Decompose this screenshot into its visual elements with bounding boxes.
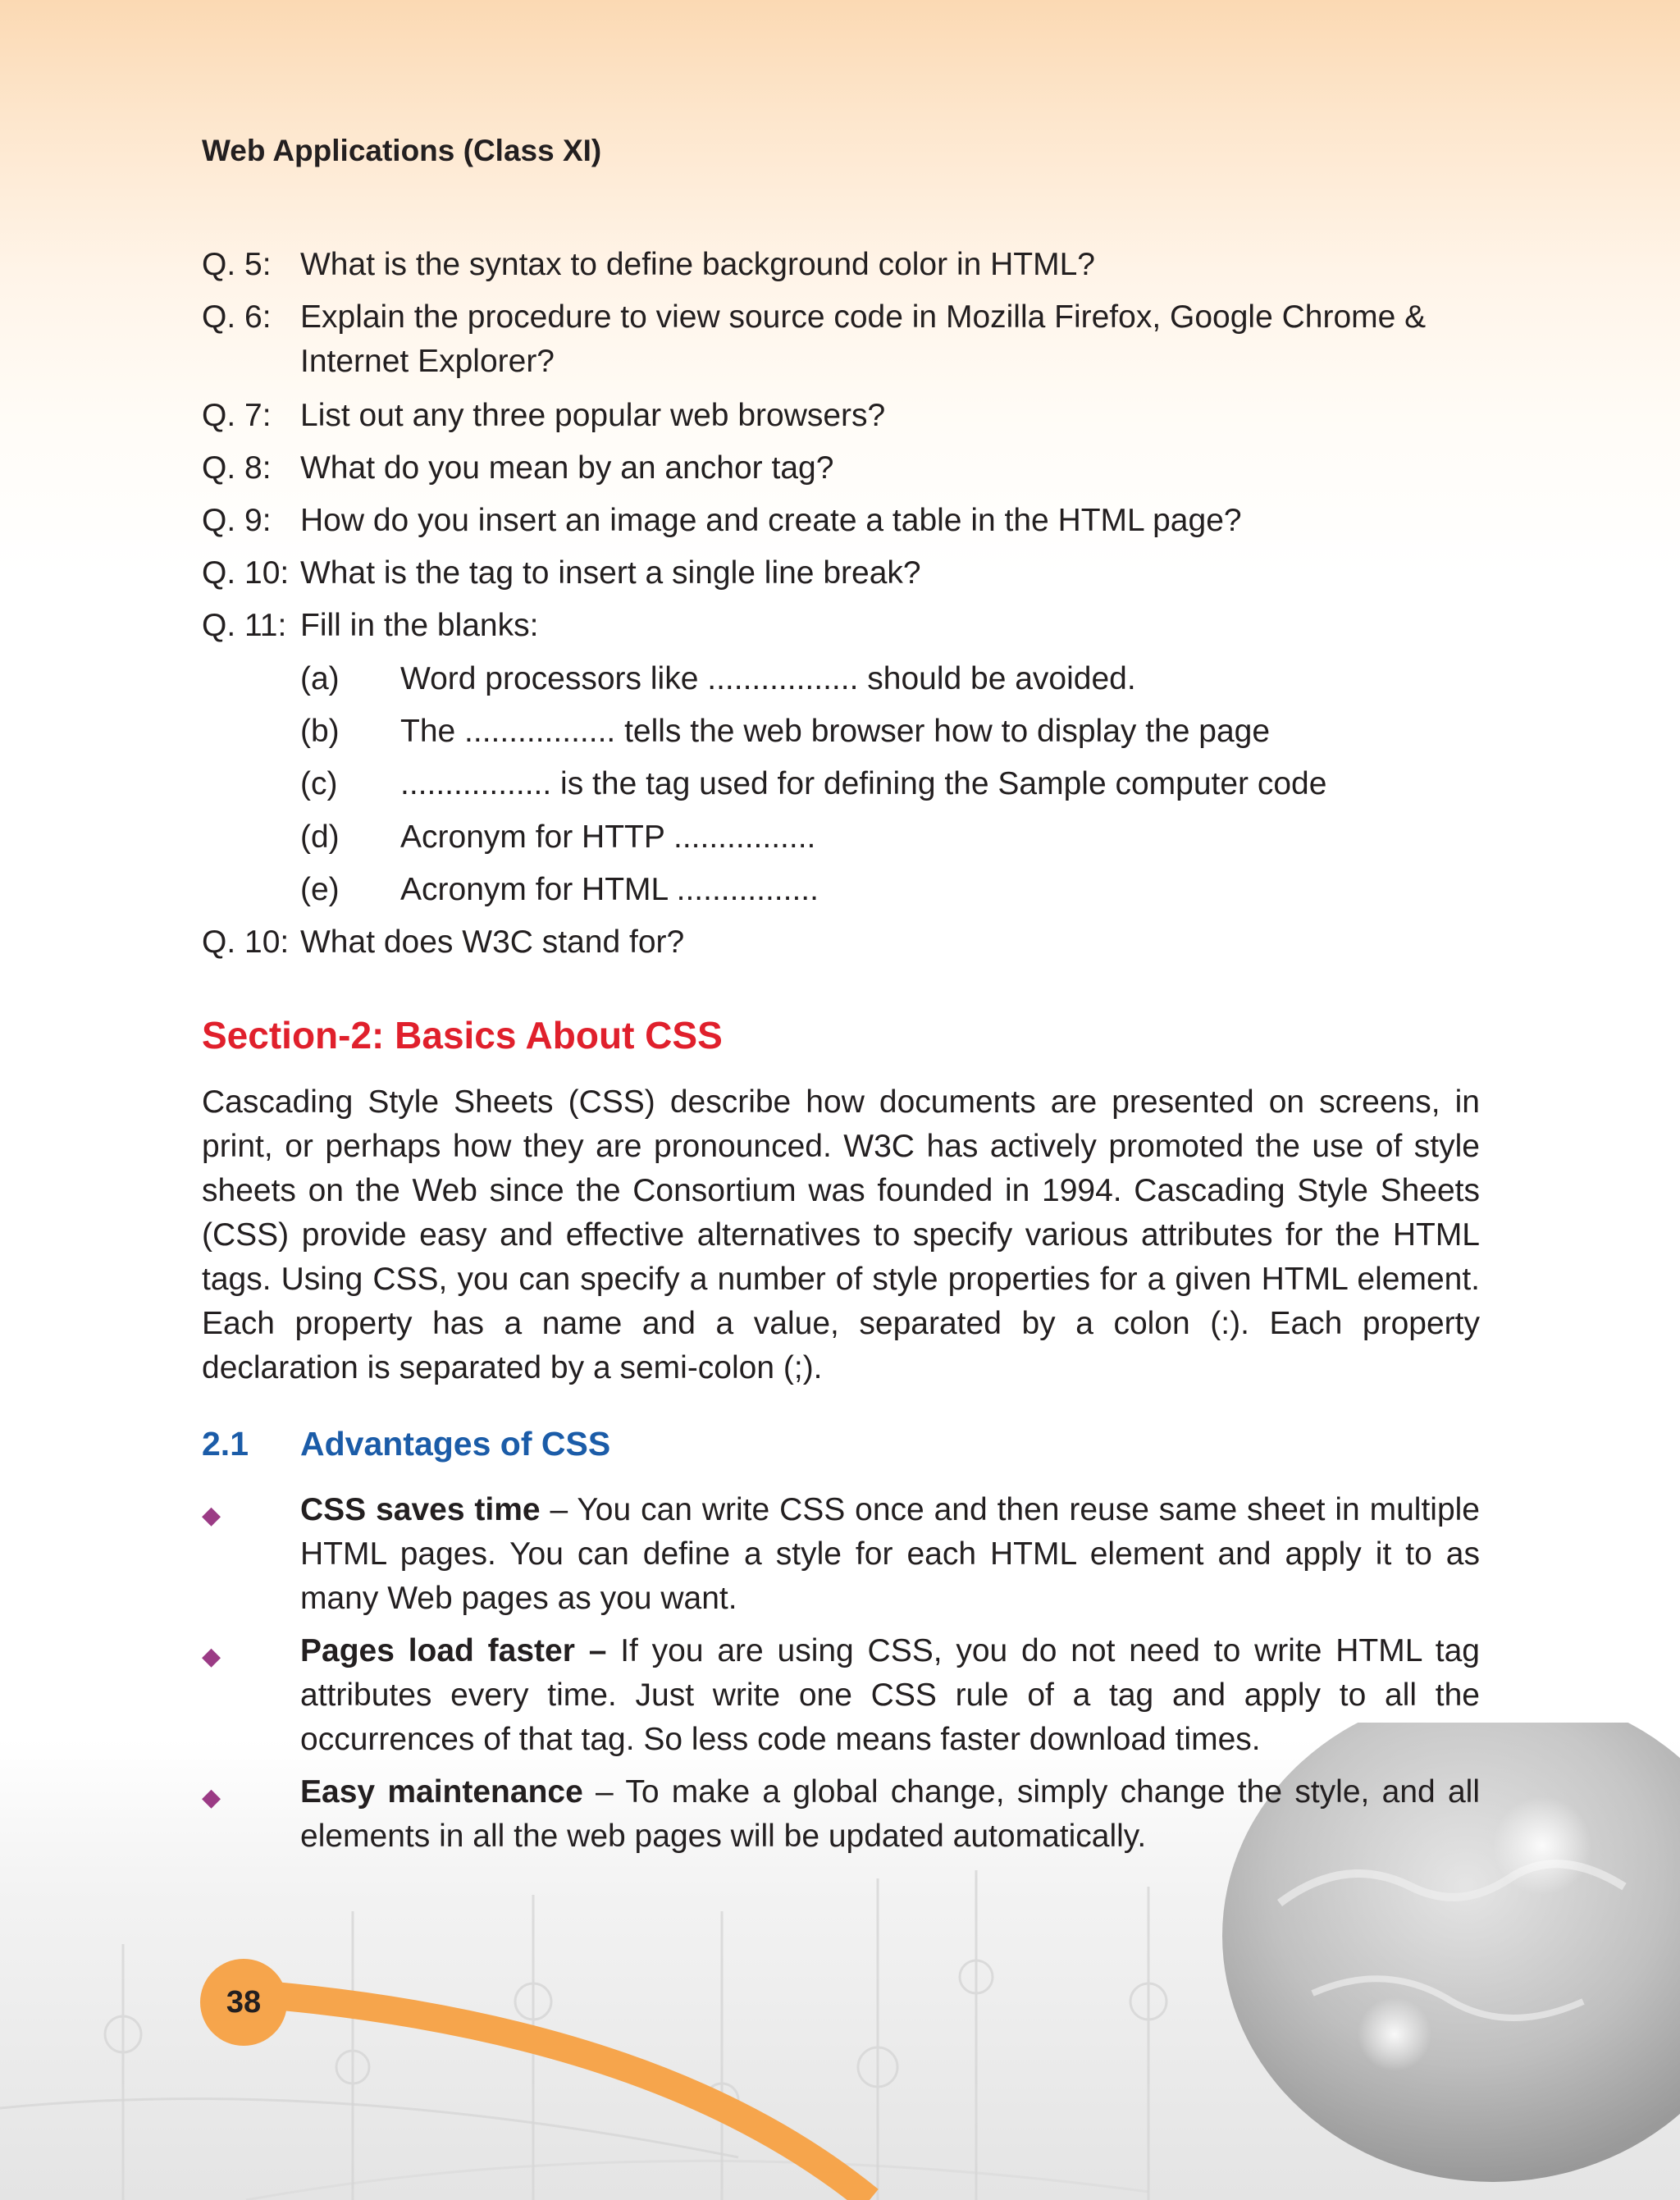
- question-6: [202, 295, 1426, 340]
- question-text: What is the tag to insert a single line break?: [300, 555, 921, 591]
- blank-text: The ................. tells the web browser how to display the page: [400, 714, 1271, 749]
- question-number: Q. 9:: [202, 503, 272, 538]
- question-text: Fill in the blanks:: [300, 608, 539, 643]
- section-paragraph: Cascading Style Sheets (CSS) describe how documents are presented on screens, in print, or perhaps how they are pronounced. W3C has actively promoted the use of style sheets on the Web since the Consortium was founded in 1994. Cascading Style Sheets (CSS) provide easy and effective alternatives to specify various attributes for the HTML tags. Using CSS, you can specify a number of style properties for a given HTML element. Each property has a name and a value, separated by a colon (:). Each property declaration is separated by a semi-colon (;).: [202, 1084, 1480, 1385]
- blank-text: Word processors like ................. should be avoided.: [400, 661, 1136, 696]
- blank-text: Acronym for HTTP ................: [400, 819, 816, 855]
- advantage-item: [300, 1629, 1480, 1762]
- subsection-number: 2.1: [202, 1425, 249, 1463]
- advantage-item: [300, 1770, 1480, 1859]
- diamond-bullet-icon: ◆: [202, 1784, 221, 1811]
- question-9: [202, 499, 1242, 543]
- question-number: Q. 8:: [202, 450, 272, 486]
- diamond-bullet-icon: ◆: [202, 1502, 221, 1529]
- blank-label: (a): [300, 661, 340, 696]
- question-6-continuation: Internet Explorer?: [300, 344, 555, 379]
- blank-text: ................. is the tag used for defining the Sample computer code: [400, 766, 1327, 801]
- question-10: [202, 551, 921, 596]
- question-text: What does W3C stand for?: [300, 924, 685, 960]
- running-header: Web Applications (Class XI): [202, 134, 602, 167]
- question-number: Q. 10:: [202, 555, 290, 591]
- blank-label: (e): [300, 872, 340, 907]
- question-7: [202, 394, 885, 438]
- advantage-text: If you are using CSS, you do not need to write HTML tag attributes every time. Just write one CSS rule of a tag and apply to all the occurrences of that tag. So less code means faster download times.: [300, 1633, 1480, 1757]
- question-text: List out any three popular web browsers?: [300, 398, 886, 433]
- advantage-text: – You can write CSS once and then reuse same sheet in multiple HTML pages. You can define a style for each HTML element and apply it to as many Web pages as you want.: [300, 1492, 1480, 1616]
- blank-label: (d): [300, 819, 340, 855]
- question-8: [202, 446, 833, 491]
- advantage-term: Pages load faster –: [300, 1633, 607, 1668]
- blank-label: (b): [300, 714, 340, 749]
- question-text: How do you insert an image and create a table in the HTML page?: [300, 503, 1242, 538]
- blank-label: (c): [300, 766, 338, 801]
- advantage-item: [300, 1488, 1480, 1621]
- page-number: 38: [226, 1985, 262, 2020]
- question-5: [202, 243, 1095, 287]
- question-text: Explain the procedure to view source code in Mozilla Firefox, Google Chrome &: [300, 299, 1427, 335]
- advantage-term: CSS saves time: [300, 1492, 541, 1527]
- question-number: Q. 10:: [202, 924, 290, 960]
- page-number-badge: [200, 1959, 287, 2046]
- subsection-heading: Advantages of CSS: [300, 1425, 611, 1463]
- question-number: Q. 6:: [202, 299, 272, 335]
- question-text: What do you mean by an anchor tag?: [300, 450, 834, 486]
- question-number: Q. 5:: [202, 247, 272, 282]
- question-number: Q. 7:: [202, 398, 272, 433]
- advantage-term: Easy maintenance: [300, 1774, 583, 1810]
- blank-text: Acronym for HTML ................: [400, 872, 819, 907]
- question-number: Q. 11:: [202, 608, 287, 643]
- question-11: [202, 604, 538, 648]
- section-heading: Section-2: Basics About CSS: [202, 1014, 723, 1057]
- question-text: What is the syntax to define background color in HTML?: [300, 247, 1095, 282]
- advantage-text: – To make a global change, simply change the style, and all elements in all the web pages will be updated automatically.: [300, 1774, 1480, 1854]
- question-w3c: [202, 920, 684, 965]
- diamond-bullet-icon: ◆: [202, 1643, 221, 1670]
